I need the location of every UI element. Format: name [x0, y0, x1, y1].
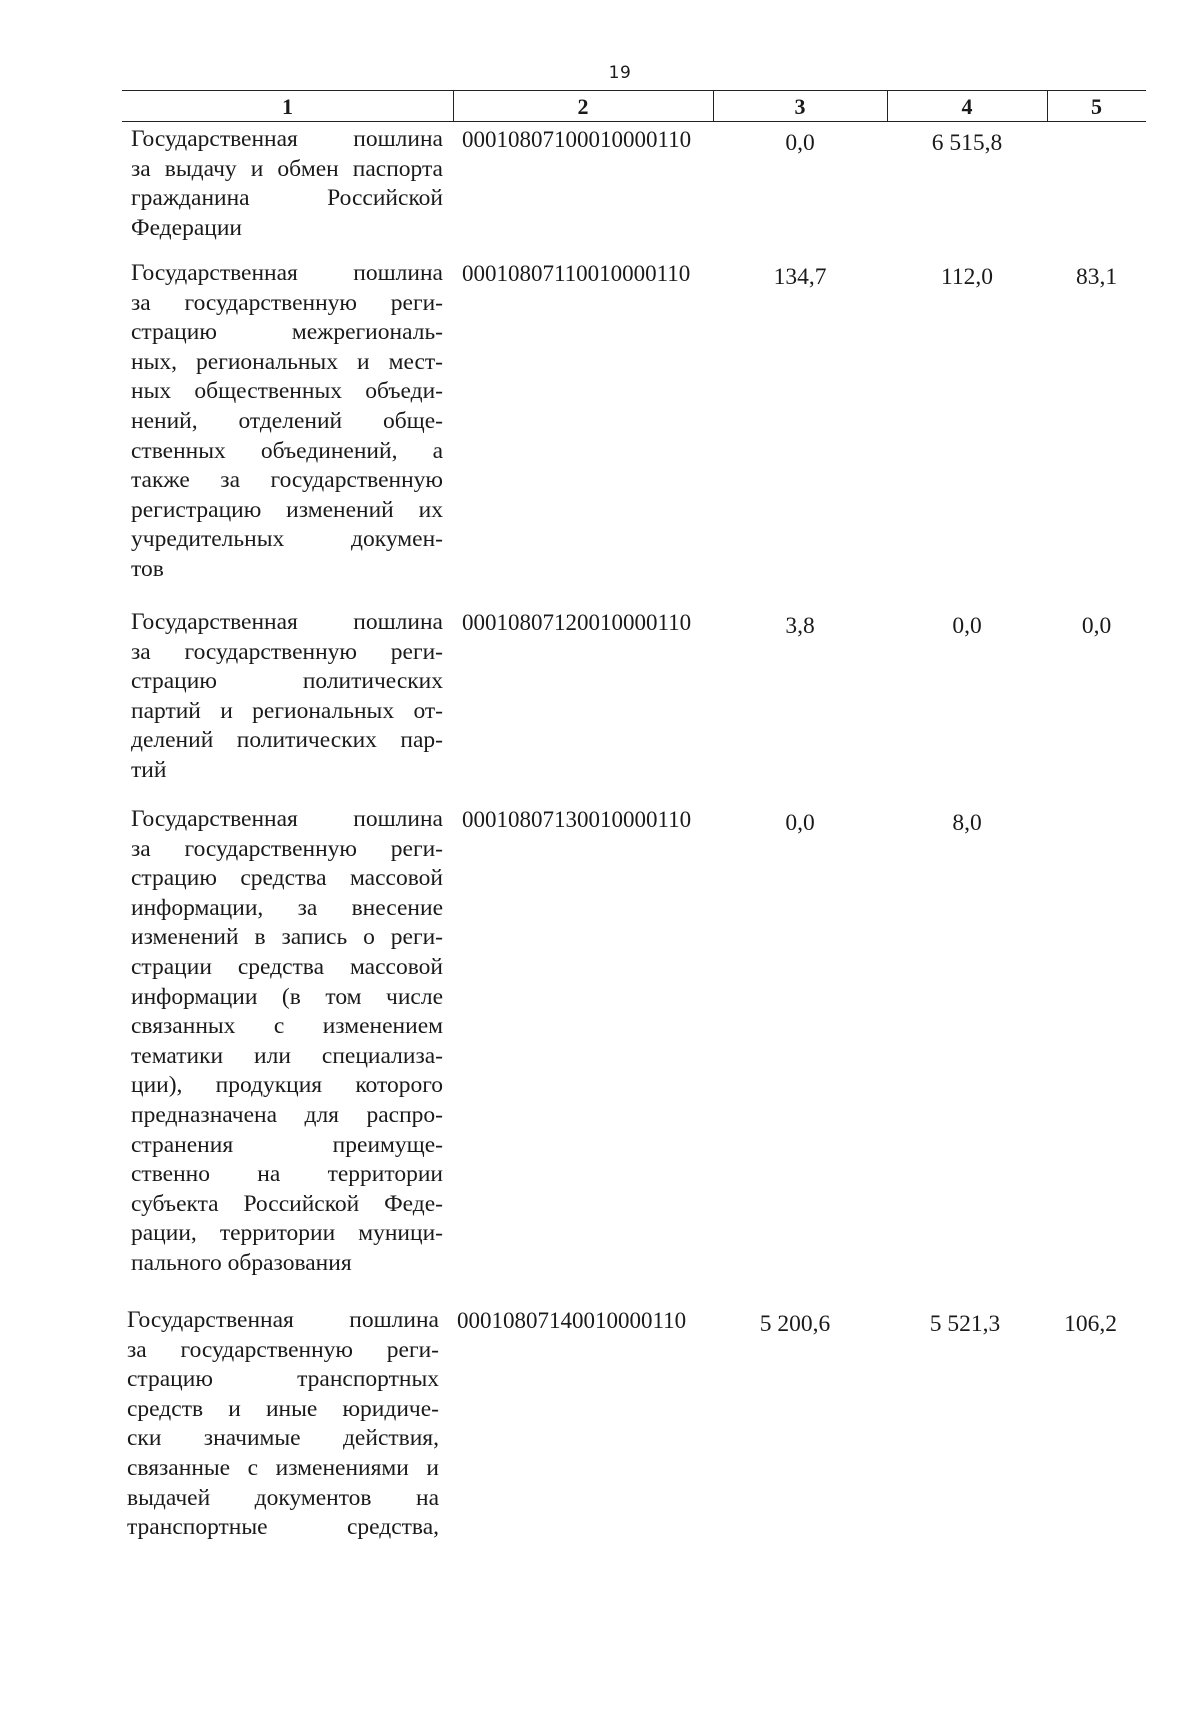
- description-line: также за государственную: [131, 467, 443, 494]
- description-line: учредительных докумен-: [131, 526, 443, 553]
- description-line: странения преимуще-: [131, 1131, 443, 1158]
- page-number: 19: [608, 63, 632, 83]
- description-line: тий: [131, 756, 167, 783]
- description-line: рации, территории муници-: [131, 1220, 443, 1247]
- description-line: ных, региональных и мест-: [131, 348, 443, 375]
- description-line: предназначена для распро-: [131, 1101, 443, 1128]
- description-line: партий и региональных от-: [131, 697, 443, 724]
- row-description: [127, 1306, 439, 1543]
- description-line: страцию межрегиональ-: [131, 319, 443, 346]
- description-line: страции средства массовой: [131, 953, 443, 980]
- value-col4: 112,0: [940, 264, 993, 290]
- description-line: транспортные средства,: [127, 1514, 439, 1541]
- description-line: нений, отделений обще-: [131, 407, 443, 434]
- value-col3: 3,8: [785, 613, 815, 639]
- value-col3: 0,0: [785, 810, 815, 836]
- description-line: ственных объединений, а: [131, 437, 443, 464]
- description-line: средств и иные юридиче-: [127, 1395, 439, 1422]
- description-line: пального образования: [131, 1249, 352, 1276]
- budget-code: 00010807130010000110: [462, 807, 692, 832]
- description-line: Федерации: [131, 214, 242, 241]
- row-description: [131, 125, 443, 243]
- value-col5: 83,1: [1075, 264, 1118, 290]
- column-header-1: 1: [122, 91, 454, 121]
- budget-code: 00010807100010000110: [462, 127, 692, 152]
- description-line: ски значимые действия,: [127, 1425, 439, 1452]
- description-line: Государственная пошлина: [127, 1307, 439, 1333]
- description-line: изменений в запись о реги-: [131, 924, 443, 951]
- value-col4: 6 515,8: [931, 130, 1003, 156]
- description-line: делений политических пар-: [131, 727, 443, 754]
- description-line: Государственная пошлина: [131, 260, 443, 286]
- description-line: информации (в том числе: [131, 983, 443, 1010]
- value-col5: 0,0: [1081, 613, 1112, 639]
- description-line: связанных с изменением: [131, 1013, 443, 1040]
- value-col3: 134,7: [773, 264, 827, 290]
- description-line: субъекта Российской Феде-: [131, 1190, 443, 1217]
- row-description: [131, 805, 443, 1279]
- description-line: информации, за внесение: [131, 894, 443, 921]
- table-header: [122, 90, 1146, 122]
- description-line: за выдачу и обмен паспорта: [131, 155, 443, 182]
- value-col3: 5 200,6: [759, 1311, 831, 1337]
- value-col4: 8,0: [952, 810, 982, 836]
- column-header-4: 4: [887, 91, 1048, 121]
- description-line: за государственную реги-: [127, 1336, 439, 1363]
- description-line: тов: [131, 555, 164, 582]
- value-col5: 106,2: [1064, 1311, 1117, 1337]
- value-col4: 0,0: [952, 613, 982, 639]
- description-line: страцию политических: [131, 668, 443, 695]
- budget-code: 00010807110010000110: [462, 261, 691, 286]
- description-line: за государственную реги-: [131, 289, 443, 316]
- value-col3: 0,0: [785, 130, 815, 156]
- description-line: тематики или специализа-: [131, 1042, 443, 1069]
- budget-code: 00010807140010000110: [457, 1308, 687, 1333]
- description-line: Государственная пошлина: [131, 126, 443, 152]
- row-description: [131, 608, 443, 786]
- row-description: [131, 259, 443, 585]
- description-line: связанные с изменениями и: [127, 1454, 439, 1481]
- description-line: за государственную реги-: [131, 638, 443, 665]
- column-header-3: 3: [713, 91, 888, 121]
- column-header-5: 5: [1091, 94, 1102, 119]
- description-line: выдачей документов на: [127, 1484, 439, 1511]
- description-line: ции), продукция которого: [131, 1072, 443, 1099]
- description-line: гражданина Российской: [131, 185, 443, 212]
- description-line: Государственная пошлина: [131, 806, 443, 832]
- description-line: за государственную реги-: [131, 835, 443, 862]
- budget-code: 00010807120010000110: [462, 610, 692, 635]
- description-line: регистрацию изменений их: [131, 496, 443, 523]
- description-line: Государственная пошлина: [131, 609, 443, 635]
- value-col4: 5 521,3: [929, 1311, 1001, 1337]
- description-line: страцию средства массовой: [131, 865, 443, 892]
- column-header-2: 2: [453, 91, 714, 121]
- description-line: страцию транспортных: [127, 1366, 439, 1393]
- description-line: ных общественных объеди-: [131, 378, 443, 405]
- description-line: ственно на территории: [131, 1161, 443, 1188]
